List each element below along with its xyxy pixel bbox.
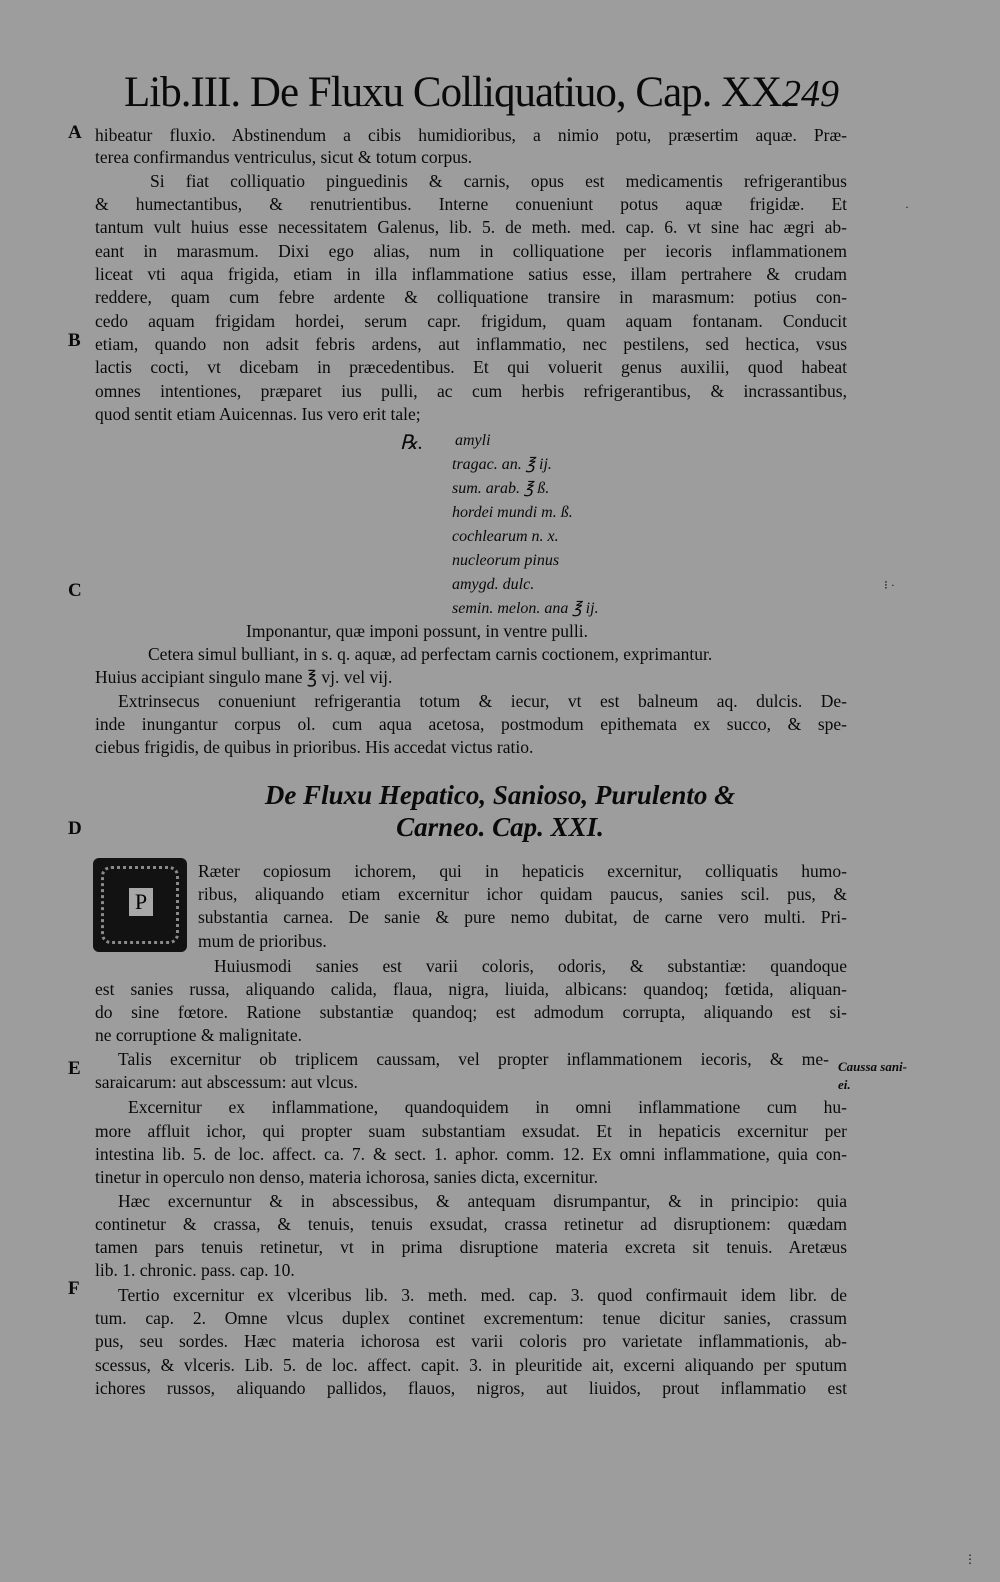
text-line: ichores russos, aliquando pallidos, flauos, nigros, aut liuidos, prout inflammatio est [95,1378,847,1398]
margin-note-line: ei. [838,1077,851,1092]
text-line: terea confirmandus ventriculus, sicut & totum corpus. [95,147,473,167]
margin-letter-b: B [68,330,81,351]
text-line: omnes intentiones, præparet ius pulli, ac cum herbis refrigerantibus, & incrassantibus, [95,381,847,401]
text-line: scessus, & vlceris. Lib. 5. de loc. affect. capit. 3. in pleuritide ait, excerni aliquando per sputum [95,1355,847,1375]
recipe-symbol: ℞. [400,432,423,454]
text-line: tum. cap. 2. Omne vlcus duplex continet excrementum: tenue dicitur sanies, crassum [95,1308,847,1328]
text-line: hibeatur fluxio. Abstinendum a cibis humidioribus, a nimio potu, præsertim aquæ. Præ- [95,125,847,145]
print-speck: ⋮ [964,1552,976,1566]
margin-note-line: Caussa sani- [838,1059,907,1074]
text-line: tantum vult huius esse necessitatem Galenus, lib. 5. de meth. med. cap. 6. vt sine hac ægri ab- [95,217,847,237]
text-line: ne corruptione & malignitate. [95,1025,303,1045]
section-title: Carneo. Cap. XXI. [396,812,604,842]
text-line: ribus, aliquando etiam excernitur ichor quidam paucus, sanies scil. pus, & [198,884,847,904]
text-line: tinetur in operculo non denso, materia ichorosa, sanies dicta, excernitur. [95,1167,598,1187]
text-line: saraicarum: aut abscessum: aut vlcus. [95,1072,358,1092]
margin-letter-a: A [68,122,82,143]
text-line: continetur & crassa, & tenuis, tenuis exsudat, crassa retinetur ad disruptionem: quædam [95,1214,847,1234]
running-title: Lib.III. De Fluxu Colliquatiuo, Cap. XX. [124,69,792,116]
recipe-item: nucleorum pinus [452,552,560,569]
text-line: reddere, quam cum febre ardente & colliquatione transire in marasmum: potius con- [95,287,847,307]
text-line: Tertio excernitur ex vlceribus lib. 3. meth. med. cap. 3. quod confirmauit idem libr. de [118,1285,847,1305]
print-speck: ⁝ · [884,578,895,592]
text-line: Excernitur ex inflammatione, quandoquidem in omni inflammatione cum hu- [128,1097,847,1117]
page-number: 249 [782,73,839,115]
initial-letter: P [129,888,153,916]
text-line: eant in marasmum. Dixi ego alias, num in colliquatione per iecoris inflammationem [95,241,847,261]
recipe-item: tragac. an. ℥ ij. [452,456,552,473]
recipe-item: semin. melon. ana ℥ ij. [452,600,599,617]
text-line: inde inungantur corpus ol. cum aqua acetosa, postmodum epithemata ex succo, & spe- [95,714,847,734]
print-speck: · [905,200,909,214]
text-line: Hæc excernuntur & in abscessibus, & antequam disrumpantur, & in principio: quia [118,1191,847,1211]
decorated-initial [93,858,187,952]
text-line: Huius accipiant singulo mane ℥ vj. vel vij. [95,667,393,687]
text-line: est sanies russa, aliquando calida, flaua, nigra, liuida, albicans: quandoq; fœtida, aliquan- [95,979,847,999]
text-line: Imponantur, quæ imponi possunt, in ventre pulli. [246,621,588,641]
recipe-item: sum. arab. ℥ ß. [452,480,550,497]
text-line: lib. 1. chronic. pass. cap. 10. [95,1260,295,1280]
text-line: Talis excernitur ob triplicem caussam, vel propter inflammationem iecoris, & me- [118,1049,829,1069]
text-line: Ræter copiosum ichorem, qui in hepaticis excernitur, colliquatis humo- [198,861,847,881]
text-line: mum de prioribus. [198,931,327,951]
margin-letter-f: F [68,1278,80,1299]
text-line: etiam, quando non adsit febris ardens, aut inflammatio, nec pestilens, sed hectica, vsus [95,334,847,354]
text-line: ciebus frigidis, de quibus in prioribus. His accedat victus ratio. [95,737,534,757]
text-line: more affluit ichor, qui propter suam substantiam exsudat. Et in hepaticis excernitur per [95,1121,847,1141]
margin-letter-d: D [68,818,82,839]
margin-letter-c: C [68,580,82,601]
section-title: De Fluxu Hepatico, Sanioso, Purulento & [264,780,736,810]
recipe-item: amygd. dulc. [452,576,535,593]
text-line: Extrinsecus conueniunt refrigerantia totum & iecur, vt est balneum aq. dulcis. De- [118,691,847,711]
text-line: cedo aquam frigidam hordei, serum capr. frigidum, quam aquam fontanam. Conducit [95,311,847,331]
text-line: & humectantibus, & renutrientibus. Interne conueniunt potus aquæ frigidæ. Et [95,194,847,214]
recipe-item: hordei mundi m. ß. [452,504,573,521]
text-line: intestina lib. 5. de loc. affect. ca. 7. & sect. 1. aphor. comm. 12. Ex omni inflammatione, quia con- [95,1144,847,1164]
text-line: do sine fœtore. Ratione substantiæ quandoq; est admodum corrupta, aliquando est si- [95,1002,847,1022]
recipe-item: cochlearum n. x. [452,528,559,545]
text-line: liceat vti aqua frigida, etiam in illa inflammatione satius esse, illam pertrahere & crudam [95,264,847,284]
text-line: lactis cocti, vt dicebam in præcedentibus. Et qui voluerit genus auxilii, quod habeat [95,357,847,377]
text-line: Huiusmodi sanies est varii coloris, odoris, & substantiæ: quandoque [214,956,847,976]
text-line: pus, seu sordes. Hæc materia ichorosa est varii coloris pro varietate inflammationis, ab- [95,1331,847,1351]
text-line: substantia carnea. De sanie & pure nemo dubitat, de carne vero multi. Pri- [198,907,847,927]
margin-note [838,1058,907,1094]
text-line: Si fiat colliquatio pinguedinis & carnis, opus est medicamentis refrigerantibus [150,171,847,191]
text-line: quod sentit etiam Auicennas. Ius vero erit tale; [95,404,421,424]
text-line: Cetera simul bulliant, in s. q. aquæ, ad perfectam carnis coctionem, exprimantur. [148,644,713,664]
recipe-item: amyli [455,432,491,449]
margin-letter-e: E [68,1058,81,1079]
text-line: tamen pars tenuis retinetur, vt in prima disruptione materia excreta sit tenuis. Aretæus [95,1237,847,1257]
